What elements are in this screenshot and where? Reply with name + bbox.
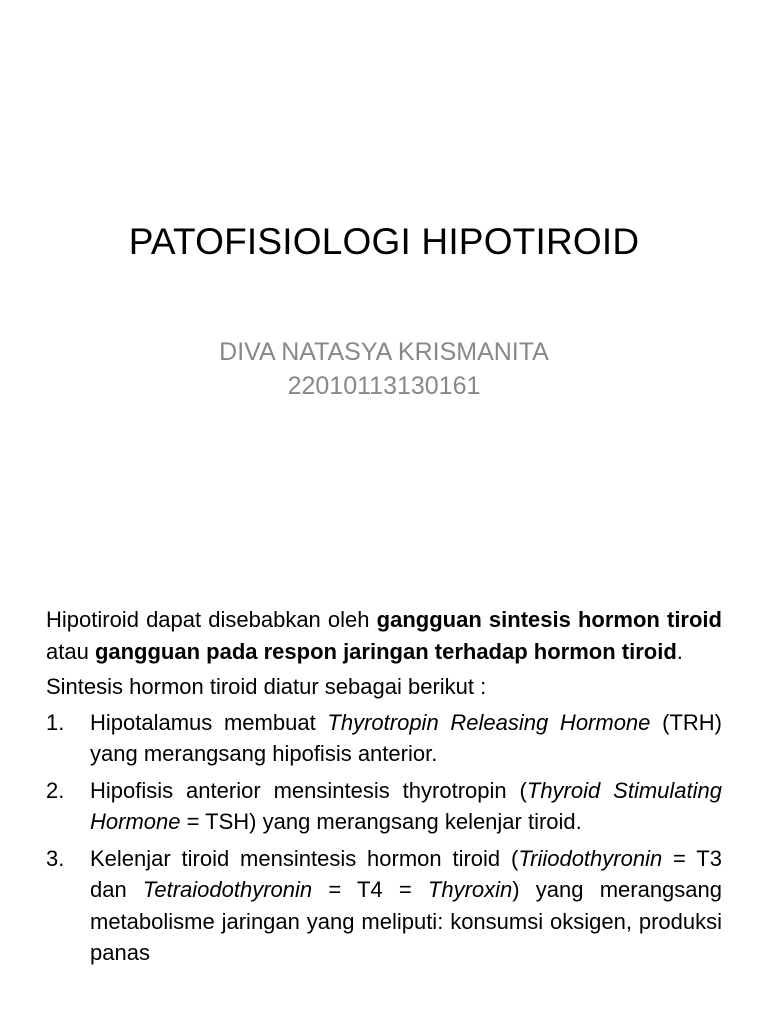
list-number: 2.: [46, 777, 65, 803]
intro-paragraph: [46, 604, 722, 667]
lead-paragraph: Sintesis hormon tiroid diatur sebagai berikut :: [46, 674, 487, 699]
student-id: 22010113130161: [287, 372, 481, 400]
intro-text-3: .: [676, 638, 683, 664]
list-item: [46, 707, 722, 770]
list-item: [46, 775, 722, 838]
step-text: Kelenjar tiroid mensintesis hormon tiroid (: [90, 845, 519, 871]
intro-text-2: atau: [46, 638, 95, 664]
intro-bold-1: gangguan sintesis hormon tiroid: [376, 607, 722, 632]
list-number: 1.: [46, 709, 65, 735]
step-term: Thyroxin: [427, 877, 513, 902]
content-body: [46, 604, 722, 974]
step-text: Hipofisis anterior mensintesis thyrotropin (: [90, 777, 527, 803]
step-text: = TSH) yang merangsang kelenjar tiroid.: [180, 809, 582, 834]
step-term: Thyroid Stimulating Hormone: [90, 777, 722, 834]
intro-bold-2: gangguan pada respon jaringan terhadap hormon tiroid: [94, 638, 677, 664]
intro-text-1: Hipotiroid dapat disebabkan oleh: [46, 607, 377, 632]
list-number: 3.: [46, 845, 65, 871]
list-item: [46, 843, 722, 969]
step-term: Triiodothyronin: [518, 845, 663, 871]
step-text: = T3 dan: [90, 845, 722, 902]
step-text: (TRH) yang merangsang hipofisis anterior.: [90, 709, 722, 766]
step-text: ) yang merangsang metabolisme jaringan yang meliputi: konsumsi oksigen, produksi panas: [90, 877, 723, 965]
content-slide: [0, 580, 768, 1024]
step-term: Thyrotropin Releasing Hormone: [327, 709, 651, 735]
step-term: Tetraiodothyronin: [142, 877, 313, 902]
steps-list: [46, 707, 722, 969]
author-name: DIVA NATASYA KRISMANITA: [219, 338, 549, 366]
step-text: = T4 =: [312, 877, 428, 902]
page-title: PATOFISIOLOGI HIPOTIROID: [128, 221, 640, 262]
step-text: Hipotalamus membuat: [90, 709, 328, 735]
subtitle: [0, 335, 768, 403]
